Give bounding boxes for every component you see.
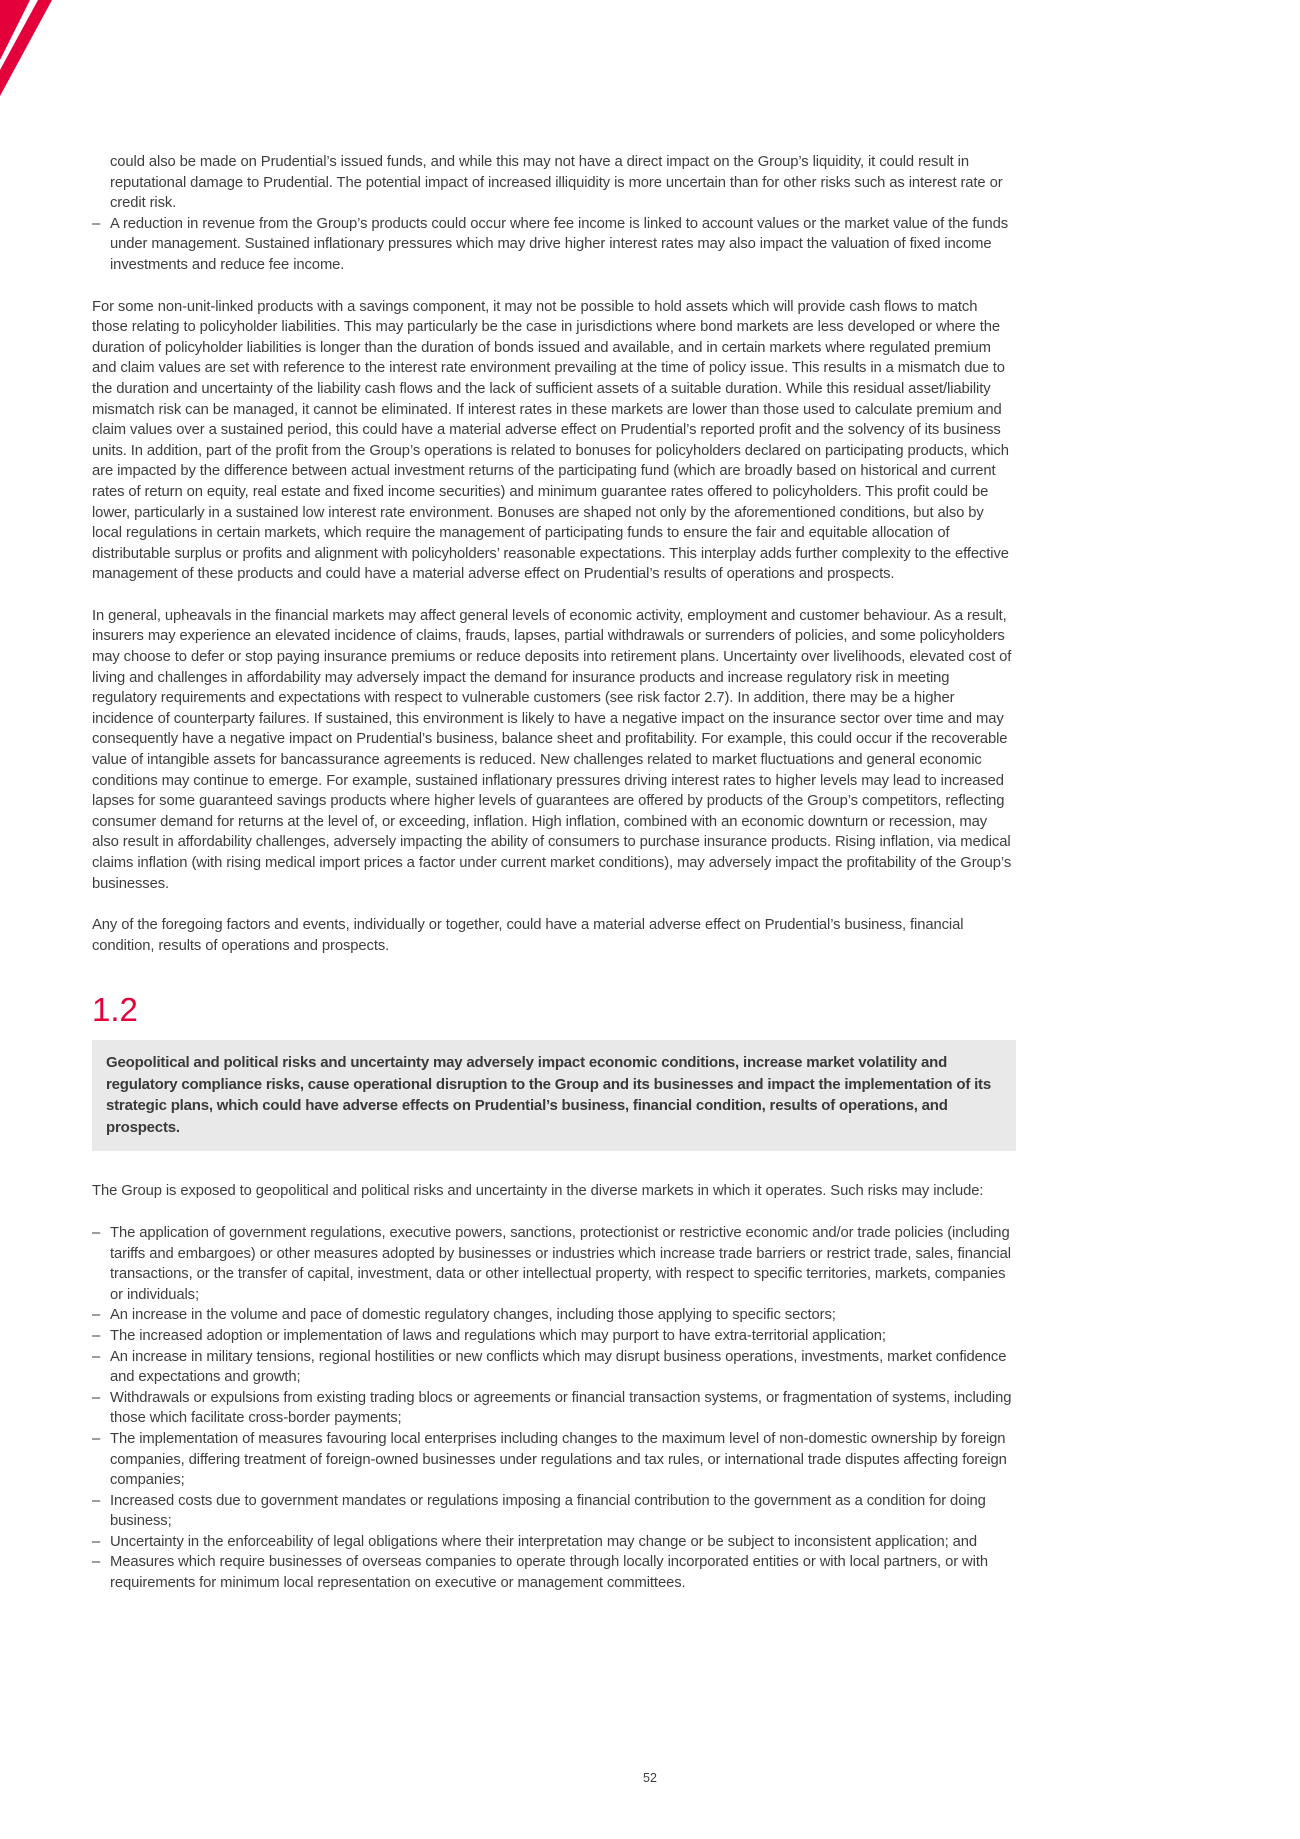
body-paragraph: For some non-unit-linked products with a savings component, it may not be possible to hold assets which will provide cash flows to match those relating to policyholder liabilities. This may particularly be the case in jurisdictions where bond markets are less developed or where the duration of policyholder liabilities is longer than the duration of bonds issued and available, and in certain markets where regulated premium and claim values are set with reference to the interest rate environment prevailing at the time of policy issue. This results in a mismatch due to the duration and uncertainty of the liability cash flows and the lack of sufficient assets of a suitable duration. While this residual asset/liability mismatch risk can be managed, it cannot be eliminated. If interest rates in these markets are lower than those used to calculate premium and claim values over a sustained period, this could have a material adverse effect on Prudential’s reported profit and the solvency of its business units. In addition, part of the profit from the Group’s operations is related to bonuses for policyholders declared on participating products, which are impacted by the difference between actual investment returns of the participating fund (which are broadly based on historical and current rates of return on equity, real estate and fixed income securities) and minimum guarantee rates offered to policyholders. This profit could be lower, particularly in a sustained low interest rate environment. Bonuses are shaped not only by the aforementioned conditions, but also by local regulations in certain markets, which require the management of participating funds to ensure the fair and equitable allocation of distributable surplus or profits and alignment with policyholders’ reasonable expectations. This interplay adds further complexity to the effective management of these products and could have a material adverse effect on Prudential’s results of operations and prospects.	[92, 298, 1009, 583]
bullet-dash: –	[92, 1307, 101, 1324]
section-heading-box	[92, 1040, 1016, 1151]
bullet-dash: –	[92, 1348, 101, 1365]
bullet-dash: –	[92, 1533, 101, 1550]
carryover-bullet-list	[92, 152, 1016, 276]
bullet-dash	[92, 152, 110, 214]
list-item	[92, 152, 1016, 214]
list-item	[92, 1326, 1016, 1347]
risk-bullet-list	[92, 1223, 1016, 1594]
page-number: 52	[643, 1771, 657, 1785]
bullet-text: The increased adoption or implementation of laws and regulations which may purport to have extra-territorial application;	[110, 1327, 886, 1344]
list-item	[92, 1388, 1016, 1429]
main-text-column	[92, 152, 1016, 1615]
bullet-text: Increased costs due to government mandates or regulations imposing a financial contribution to the government as a condition for doing business;	[110, 1492, 986, 1530]
bullet-text: Withdrawals or expulsions from existing trading blocs or agreements or financial transaction systems, or fragmentation of systems, including those which facilitate cross-border payments;	[110, 1389, 1012, 1427]
lead-paragraph: The Group is exposed to geopolitical and political risks and uncertainty in the diverse markets in which it operates. Such risks may include:	[92, 1183, 984, 1200]
bullet-text: An increase in military tensions, regional hostilities or new conflicts which may disrupt business operations, investments, market confidence and expectations and growth;	[110, 1348, 1007, 1386]
list-item	[92, 1491, 1016, 1532]
list-item	[92, 214, 1016, 276]
list-item	[92, 1552, 1016, 1593]
list-item	[92, 1429, 1016, 1491]
section-heading: Geopolitical and political risks and uncertainty may adversely impact economic conditions, increase market volatility and regulatory compliance risks, cause operational disruption to the Group and its businesses and impact the implementation of its strategic plans, which could have adverse effects on Prudential’s business, financial condition, results of operations, and prospects.	[106, 1054, 991, 1136]
bullet-text: Measures which require businesses of overseas companies to operate through locally incorporated entities or with local partners, or with requirements for minimum local representation on executive or management committees.	[110, 1554, 988, 1592]
bullet-text: The implementation of measures favouring local enterprises including changes to the maximum level of non-domestic ownership by foreign companies, differing treatment of foreign-owned businesses under regulations and tax rules, or international trade disputes affecting foreign companies;	[110, 1430, 1007, 1489]
list-item	[92, 1347, 1016, 1388]
list-item	[92, 1532, 1016, 1553]
bullet-dash: –	[92, 1389, 101, 1406]
corner-brand-graphic-icon	[0, 0, 60, 96]
bullet-dash: –	[92, 1492, 101, 1509]
bullet-dash: –	[92, 1430, 101, 1447]
list-item	[92, 1305, 1016, 1326]
bullet-text: An increase in the volume and pace of domestic regulatory changes, including those applying to specific sectors;	[110, 1307, 836, 1324]
bullet-dash: –	[92, 1224, 101, 1241]
body-paragraph: In general, upheavals in the financial markets may affect general levels of economic activity, employment and customer behaviour. As a result, insurers may experience an elevated incidence of claims, frauds, lapses, partial withdrawals or surrenders of policies, and some policyholders may choose to defer or stop paying insurance premiums or reduce deposits into retirement plans. Uncertainty over livelihoods, elevated cost of living and challenges in affordability may adversely impact the demand for insurance products and increase regulatory risk in meeting regulatory requirements and expectations with respect to vulnerable customers (see risk factor 2.7). In addition, there may be a higher incidence of counterparty failures. If sustained, this environment is likely to have a negative impact on the insurance sector over time and may consequently have a negative impact on Prudential’s business, balance sheet and profitability. For example, this could occur if the recoverable value of intangible assets for bancassurance agreements is reduced. New challenges related to market fluctuations and general economic conditions may continue to emerge. For example, sustained inflationary pressures driving interest rates to higher levels may lead to increased lapses for some guaranteed savings products where higher levels of guarantees are offered by products of the Group’s competitors, reflecting consumer demand for returns at the level of, or exceeding, inflation. High inflation, combined with an economic downturn or recession, may also result in affordability challenges, adversely impacting the ability of consumers to purchase insurance products. Rising inflation, via medical claims inflation (with rising medical import prices a factor under current market conditions), may adversely impact the profitability of the Group’s businesses.	[92, 607, 1012, 892]
bullet-dash: –	[92, 1554, 101, 1571]
section-number: 1.2	[92, 991, 138, 1029]
bullet-text: The application of government regulations, executive powers, sanctions, protectionist or restrictive economic and/or trade policies (including tariffs and embargoes) or other measures adopted by businesses or industries which increase trade barriers or restrict trade, sales, financial transactions, or the transfer of capital, investment, data or other intellectual property, with respect to specific territories, markets, companies or individuals;	[110, 1224, 1011, 1303]
list-item	[92, 1223, 1016, 1305]
bullet-dash: –	[92, 1327, 101, 1344]
bullet-text: A reduction in revenue from the Group’s products could occur where fee income is linked to account values or the market value of the funds under management. Sustained inflationary pressures which may drive higher interest rates may also impact the valuation of fixed income investments and reduce fee income.	[110, 215, 1009, 273]
body-paragraph: Any of the foregoing factors and events, individually or together, could have a material adverse effect on Prudential’s business, financial condition, results of operations and prospects.	[92, 917, 964, 954]
bullet-text: Uncertainty in the enforceability of legal obligations where their interpretation may change or be subject to inconsistent application; and	[110, 1533, 978, 1550]
bullet-text: could also be made on Prudential’s issued funds, and while this may not have a direct impact on the Group’s liquidity, it could result in reputational damage to Prudential. The potential impact of increased illiquidity is more uncertain than for other risks such as interest rate or credit risk.	[110, 154, 1003, 212]
bullet-dash: –	[92, 215, 101, 232]
